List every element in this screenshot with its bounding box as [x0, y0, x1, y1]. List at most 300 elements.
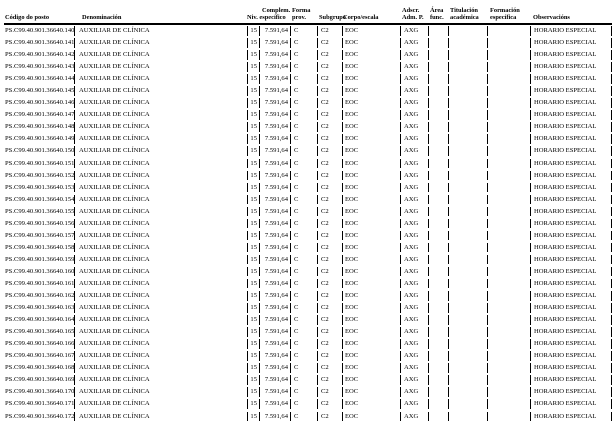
cell-niv: 15: [247, 159, 259, 169]
cell-codigo: PS.C99.40.901.36640.165: [5, 328, 74, 336]
cell-formacion: [487, 279, 530, 289]
cell-complem: 7.591,64: [259, 303, 290, 313]
cell-corpo: EOC: [342, 303, 400, 313]
cell-corpo: EOC: [342, 255, 400, 265]
cell-formacion: [487, 26, 530, 36]
cell-titulacion: [448, 375, 487, 385]
cell-titulacion: [448, 243, 487, 253]
cell-denominacion: AUXILIAR DE CLÍNICA: [74, 122, 247, 132]
cell-subgrupo: C2: [317, 267, 342, 277]
cell-titulacion: [448, 207, 487, 217]
table-row: [4, 38, 612, 48]
cell-adscr: AXG: [400, 86, 428, 96]
cell-denominacion: AUXILIAR DE CLÍNICA: [74, 183, 247, 193]
cell-observaciones: HORARIO ESPECIAL: [530, 62, 612, 72]
table-row: [4, 303, 612, 313]
cell-niv: 15: [247, 110, 259, 120]
cell-forma: C: [290, 399, 317, 409]
cell-forma: C: [290, 146, 317, 156]
cell-observaciones: HORARIO ESPECIAL: [530, 74, 612, 84]
cell-denominacion: AUXILIAR DE CLÍNICA: [74, 146, 247, 156]
cell-niv: 15: [247, 267, 259, 277]
cell-formacion: [487, 267, 530, 277]
cell-adscr: AXG: [400, 279, 428, 289]
column-header-label: Adscr.: [402, 7, 420, 14]
table-row: [4, 375, 612, 385]
cell-denominacion: AUXILIAR DE CLÍNICA: [74, 231, 247, 241]
cell-niv: 15: [247, 74, 259, 84]
cell-adscr: AXG: [400, 291, 428, 301]
cell-codigo: PS.C99.40.901.36640.155: [5, 207, 74, 215]
cell-adscr: AXG: [400, 363, 428, 373]
cell-corpo: EOC: [342, 375, 400, 385]
cell-observaciones: HORARIO ESPECIAL: [530, 243, 612, 253]
cell-titulacion: [448, 62, 487, 72]
cell-area: [428, 351, 448, 361]
cell-niv: 15: [247, 86, 259, 96]
cell-formacion: [487, 159, 530, 169]
cell-forma: C: [290, 134, 317, 144]
cell-denominacion: AUXILIAR DE CLÍNICA: [74, 50, 247, 60]
cell-formacion: [487, 315, 530, 325]
table-row: [4, 351, 612, 361]
cell-area: [428, 387, 448, 397]
cell-denominacion: AUXILIAR DE CLÍNICA: [74, 159, 247, 169]
cell-adscr: AXG: [400, 303, 428, 313]
cell-denominacion: AUXILIAR DE CLÍNICA: [74, 279, 247, 289]
cell-corpo: EOC: [342, 387, 400, 397]
cell-niv: 15: [247, 327, 259, 337]
cell-corpo: EOC: [342, 50, 400, 60]
cell-titulacion: [448, 363, 487, 373]
cell-corpo: EOC: [342, 267, 400, 277]
cell-forma: C: [290, 219, 317, 229]
table-row: [4, 207, 612, 217]
cell-niv: 15: [247, 412, 259, 422]
cell-formacion: [487, 351, 530, 361]
cell-corpo: EOC: [342, 351, 400, 361]
cell-niv: 15: [247, 183, 259, 193]
table-row: [4, 231, 612, 241]
cell-formacion: [487, 38, 530, 48]
cell-codigo: PS.C99.40.901.36640.170: [5, 388, 74, 396]
cell-subgrupo: C2: [317, 399, 342, 409]
cell-observaciones: HORARIO ESPECIAL: [530, 146, 612, 156]
cell-corpo: EOC: [342, 363, 400, 373]
cell-titulacion: [448, 315, 487, 325]
cell-forma: C: [290, 387, 317, 397]
cell-codigo: PS.C99.40.901.36640.148: [5, 123, 74, 131]
cell-niv: 15: [247, 134, 259, 144]
cell-complem: 7.591,64: [259, 219, 290, 229]
cell-corpo: EOC: [342, 62, 400, 72]
cell-formacion: [487, 183, 530, 193]
cell-corpo: EOC: [342, 195, 400, 205]
cell-codigo: PS.C99.40.901.36640.150: [5, 147, 74, 155]
cell-complem: 7.591,64: [259, 110, 290, 120]
cell-corpo: EOC: [342, 219, 400, 229]
column-header-label: Niv. específico: [247, 14, 286, 21]
cell-codigo: PS.C99.40.901.36640.157: [5, 231, 74, 239]
cell-denominacion: AUXILIAR DE CLÍNICA: [74, 375, 247, 385]
cell-formacion: [487, 98, 530, 108]
cell-corpo: EOC: [342, 38, 400, 48]
cell-codigo: PS.C99.40.901.36640.169: [5, 376, 74, 384]
cell-area: [428, 375, 448, 385]
cell-subgrupo: C2: [317, 74, 342, 84]
cell-denominacion: AUXILIAR DE CLÍNICA: [74, 26, 247, 36]
column-header-forma-prov: [290, 7, 317, 21]
table-row: [4, 412, 612, 422]
cell-area: [428, 303, 448, 313]
column-header-label: Forma: [292, 7, 311, 14]
cell-titulacion: [448, 98, 487, 108]
cell-codigo: PS.C99.40.901.36640.162: [5, 292, 74, 300]
cell-subgrupo: C2: [317, 412, 342, 422]
cell-titulacion: [448, 159, 487, 169]
cell-area: [428, 399, 448, 409]
cell-observaciones: HORARIO ESPECIAL: [530, 159, 612, 169]
table-row: [4, 146, 612, 156]
cell-formacion: [487, 122, 530, 132]
cell-forma: C: [290, 303, 317, 313]
cell-subgrupo: C2: [317, 231, 342, 241]
cell-adscr: AXG: [400, 38, 428, 48]
cell-subgrupo: C2: [317, 86, 342, 96]
cell-area: [428, 231, 448, 241]
column-header-area-func: [428, 7, 448, 21]
cell-corpo: EOC: [342, 231, 400, 241]
cell-corpo: EOC: [342, 412, 400, 422]
cell-adscr: AXG: [400, 171, 428, 181]
cell-titulacion: [448, 134, 487, 144]
cell-denominacion: AUXILIAR DE CLÍNICA: [74, 315, 247, 325]
cell-codigo: PS.C99.40.901.36640.145: [5, 87, 74, 95]
cell-complem: 7.591,64: [259, 207, 290, 217]
cell-observaciones: HORARIO ESPECIAL: [530, 375, 612, 385]
cell-niv: 15: [247, 291, 259, 301]
cell-area: [428, 339, 448, 349]
column-header-label: Corpo/escala: [343, 14, 379, 21]
cell-complem: 7.591,64: [259, 375, 290, 385]
cell-denominacion: AUXILIAR DE CLÍNICA: [74, 74, 247, 84]
cell-area: [428, 267, 448, 277]
cell-complem: 7.591,64: [259, 38, 290, 48]
column-header-label: Formación: [490, 7, 520, 14]
cell-codigo: PS.C99.40.901.36640.167: [5, 352, 74, 360]
cell-forma: C: [290, 38, 317, 48]
cell-complem: 7.591,64: [259, 86, 290, 96]
cell-adscr: AXG: [400, 243, 428, 253]
column-header-observaciones: [530, 14, 612, 21]
column-header-label: Adm. P.: [402, 14, 424, 21]
cell-corpo: EOC: [342, 134, 400, 144]
cell-corpo: EOC: [342, 110, 400, 120]
cell-formacion: [487, 171, 530, 181]
cell-denominacion: AUXILIAR DE CLÍNICA: [74, 255, 247, 265]
table-row: [4, 327, 612, 337]
cell-codigo: PS.C99.40.901.36640.159: [5, 255, 74, 263]
table-row: [4, 26, 612, 36]
table-row: [4, 62, 612, 72]
cell-area: [428, 279, 448, 289]
cell-subgrupo: C2: [317, 159, 342, 169]
cell-denominacion: AUXILIAR DE CLÍNICA: [74, 171, 247, 181]
cell-adscr: AXG: [400, 110, 428, 120]
column-header-label: Subgrupo: [319, 14, 346, 21]
cell-titulacion: [448, 279, 487, 289]
cell-subgrupo: C2: [317, 195, 342, 205]
table-header-row: [4, 4, 612, 25]
cell-niv: 15: [247, 171, 259, 181]
cell-titulacion: [448, 267, 487, 277]
column-header-titulacion-academica: [448, 7, 487, 21]
column-header-label: académica: [450, 14, 479, 21]
cell-niv: 15: [247, 351, 259, 361]
cell-niv: 15: [247, 38, 259, 48]
cell-formacion: [487, 219, 530, 229]
table-row: [4, 110, 612, 120]
cell-formacion: [487, 243, 530, 253]
table-row: [4, 219, 612, 229]
cell-denominacion: AUXILIAR DE CLÍNICA: [74, 387, 247, 397]
cell-forma: C: [290, 207, 317, 217]
cell-titulacion: [448, 183, 487, 193]
column-header-label: Titulación: [450, 7, 478, 14]
cell-corpo: EOC: [342, 327, 400, 337]
cell-complem: 7.591,64: [259, 183, 290, 193]
cell-area: [428, 327, 448, 337]
cell-titulacion: [448, 110, 487, 120]
cell-denominacion: AUXILIAR DE CLÍNICA: [74, 399, 247, 409]
cell-observaciones: HORARIO ESPECIAL: [530, 291, 612, 301]
cell-complem: 7.591,64: [259, 412, 290, 422]
cell-codigo: PS.C99.40.901.36640.158: [5, 243, 74, 251]
cell-observaciones: HORARIO ESPECIAL: [530, 26, 612, 36]
cell-area: [428, 315, 448, 325]
cell-subgrupo: C2: [317, 255, 342, 265]
cell-area: [428, 62, 448, 72]
cell-formacion: [487, 399, 530, 409]
cell-area: [428, 412, 448, 422]
cell-adscr: AXG: [400, 327, 428, 337]
cell-formacion: [487, 255, 530, 265]
cell-observaciones: HORARIO ESPECIAL: [530, 339, 612, 349]
cell-area: [428, 195, 448, 205]
cell-observaciones: HORARIO ESPECIAL: [530, 351, 612, 361]
cell-area: [428, 86, 448, 96]
column-header-label: prov.: [292, 14, 306, 21]
cell-codigo: PS.C99.40.901.36640.147: [5, 111, 74, 119]
cell-observaciones: HORARIO ESPECIAL: [530, 231, 612, 241]
cell-area: [428, 122, 448, 132]
cell-corpo: EOC: [342, 86, 400, 96]
cell-corpo: EOC: [342, 122, 400, 132]
cell-niv: 15: [247, 255, 259, 265]
cell-area: [428, 171, 448, 181]
cell-subgrupo: C2: [317, 291, 342, 301]
cell-corpo: EOC: [342, 159, 400, 169]
column-header-label: Denominación: [82, 14, 122, 21]
cell-forma: C: [290, 412, 317, 422]
cell-corpo: EOC: [342, 26, 400, 36]
cell-formacion: [487, 74, 530, 84]
cell-complem: 7.591,64: [259, 122, 290, 132]
cell-denominacion: AUXILIAR DE CLÍNICA: [74, 327, 247, 337]
cell-adscr: AXG: [400, 146, 428, 156]
cell-complem: 7.591,64: [259, 255, 290, 265]
cell-denominacion: AUXILIAR DE CLÍNICA: [74, 351, 247, 361]
cell-observaciones: HORARIO ESPECIAL: [530, 255, 612, 265]
cell-titulacion: [448, 291, 487, 301]
column-header-label: func.: [430, 14, 444, 21]
cell-formacion: [487, 303, 530, 313]
cell-niv: 15: [247, 146, 259, 156]
cell-codigo: PS.C99.40.901.36640.146: [5, 99, 74, 107]
column-header-niv-complem-especifico: [247, 7, 290, 21]
cell-formacion: [487, 110, 530, 120]
column-header-corpo-escala: [342, 14, 400, 21]
cell-corpo: EOC: [342, 315, 400, 325]
cell-denominacion: AUXILIAR DE CLÍNICA: [74, 38, 247, 48]
cell-adscr: AXG: [400, 98, 428, 108]
cell-complem: 7.591,64: [259, 62, 290, 72]
table-row: [4, 291, 612, 301]
cell-subgrupo: C2: [317, 62, 342, 72]
cell-corpo: EOC: [342, 399, 400, 409]
cell-titulacion: [448, 219, 487, 229]
cell-formacion: [487, 412, 530, 422]
cell-observaciones: HORARIO ESPECIAL: [530, 399, 612, 409]
cell-complem: 7.591,64: [259, 291, 290, 301]
cell-titulacion: [448, 195, 487, 205]
cell-complem: 7.591,64: [259, 134, 290, 144]
cell-observaciones: HORARIO ESPECIAL: [530, 315, 612, 325]
cell-area: [428, 363, 448, 373]
cell-forma: C: [290, 351, 317, 361]
cell-codigo: PS.C99.40.901.36640.141: [5, 39, 74, 47]
cell-area: [428, 50, 448, 60]
table-row: [4, 195, 612, 205]
cell-area: [428, 134, 448, 144]
cell-adscr: AXG: [400, 122, 428, 132]
cell-area: [428, 183, 448, 193]
cell-niv: 15: [247, 279, 259, 289]
cell-area: [428, 207, 448, 217]
cell-niv: 15: [247, 387, 259, 397]
cell-forma: C: [290, 339, 317, 349]
cell-codigo: PS.C99.40.901.36640.156: [5, 219, 74, 227]
cell-niv: 15: [247, 375, 259, 385]
cell-observaciones: HORARIO ESPECIAL: [530, 134, 612, 144]
cell-adscr: AXG: [400, 195, 428, 205]
table-row: [4, 134, 612, 144]
cell-niv: 15: [247, 122, 259, 132]
cell-adscr: AXG: [400, 315, 428, 325]
table-row: [4, 243, 612, 253]
table-row: [4, 399, 612, 409]
table-row: [4, 255, 612, 265]
cell-observaciones: HORARIO ESPECIAL: [530, 363, 612, 373]
cell-adscr: AXG: [400, 387, 428, 397]
cell-codigo: PS.C99.40.901.36640.151: [5, 159, 74, 167]
cell-observaciones: HORARIO ESPECIAL: [530, 303, 612, 313]
cell-titulacion: [448, 387, 487, 397]
column-header-label: Complem.: [262, 7, 291, 14]
cell-corpo: EOC: [342, 279, 400, 289]
cell-subgrupo: C2: [317, 279, 342, 289]
cell-complem: 7.591,64: [259, 231, 290, 241]
cell-formacion: [487, 363, 530, 373]
cell-codigo: PS.C99.40.901.36640.171: [5, 400, 74, 408]
cell-titulacion: [448, 303, 487, 313]
cell-adscr: AXG: [400, 50, 428, 60]
cell-corpo: EOC: [342, 339, 400, 349]
cell-denominacion: AUXILIAR DE CLÍNICA: [74, 267, 247, 277]
table-row: [4, 339, 612, 349]
cell-niv: 15: [247, 207, 259, 217]
cell-complem: 7.591,64: [259, 279, 290, 289]
cell-titulacion: [448, 339, 487, 349]
cell-codigo: PS.C99.40.901.36640.154: [5, 195, 74, 203]
cell-forma: C: [290, 122, 317, 132]
cell-subgrupo: C2: [317, 38, 342, 48]
cell-formacion: [487, 62, 530, 72]
cell-formacion: [487, 134, 530, 144]
cell-forma: C: [290, 183, 317, 193]
cell-forma: C: [290, 86, 317, 96]
cell-corpo: EOC: [342, 291, 400, 301]
cell-forma: C: [290, 291, 317, 301]
cell-niv: 15: [247, 339, 259, 349]
cell-complem: 7.591,64: [259, 26, 290, 36]
cell-forma: C: [290, 50, 317, 60]
cell-titulacion: [448, 86, 487, 96]
cell-area: [428, 219, 448, 229]
table-body: [4, 26, 612, 424]
cell-observaciones: HORARIO ESPECIAL: [530, 38, 612, 48]
cell-adscr: AXG: [400, 74, 428, 84]
column-header-label: específica: [490, 14, 517, 21]
cell-forma: C: [290, 98, 317, 108]
cell-niv: 15: [247, 219, 259, 229]
cell-subgrupo: C2: [317, 219, 342, 229]
column-header-formacion-especifica: [487, 7, 530, 21]
cell-denominacion: AUXILIAR DE CLÍNICA: [74, 303, 247, 313]
cell-codigo: PS.C99.40.901.36640.172: [5, 412, 74, 420]
cell-formacion: [487, 327, 530, 337]
cell-observaciones: HORARIO ESPECIAL: [530, 327, 612, 337]
cell-codigo: PS.C99.40.901.36640.149: [5, 135, 74, 143]
cell-niv: 15: [247, 231, 259, 241]
cell-subgrupo: C2: [317, 122, 342, 132]
table-row: [4, 279, 612, 289]
table-row: [4, 86, 612, 96]
cell-formacion: [487, 207, 530, 217]
cell-corpo: EOC: [342, 183, 400, 193]
cell-corpo: EOC: [342, 207, 400, 217]
cell-denominacion: AUXILIAR DE CLÍNICA: [74, 243, 247, 253]
cell-observaciones: HORARIO ESPECIAL: [530, 122, 612, 132]
cell-adscr: AXG: [400, 159, 428, 169]
cell-titulacion: [448, 399, 487, 409]
cell-niv: 15: [247, 303, 259, 313]
cell-complem: 7.591,64: [259, 243, 290, 253]
cell-formacion: [487, 375, 530, 385]
column-header-adscr-adm-p: [400, 7, 428, 21]
cell-codigo: PS.C99.40.901.36640.144: [5, 75, 74, 83]
cell-titulacion: [448, 327, 487, 337]
